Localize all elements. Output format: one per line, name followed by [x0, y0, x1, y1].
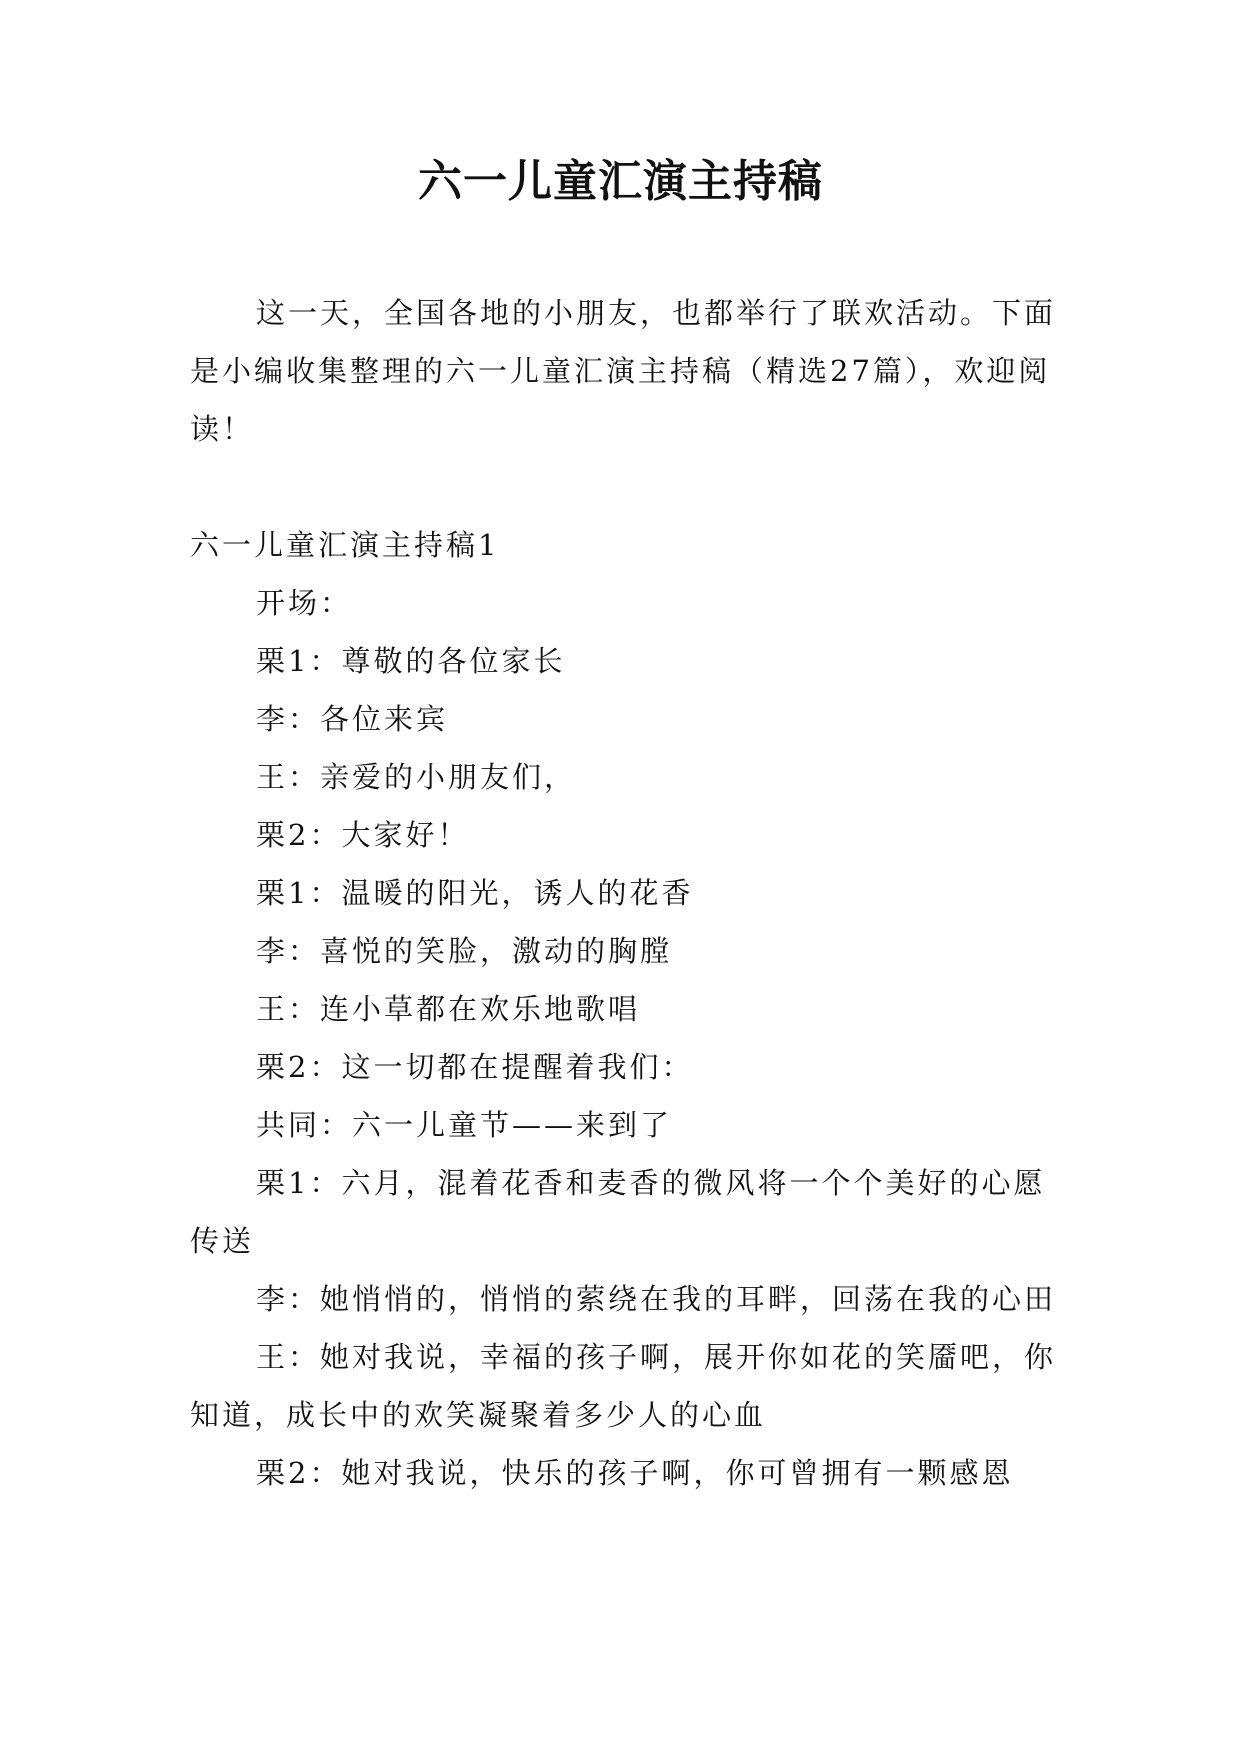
script-line: 栗2：大家好！	[256, 818, 470, 852]
script-line: 栗1：尊敬的各位家长	[256, 644, 566, 678]
document-body	[190, 284, 1060, 1502]
script-line: 栗1：六月，混着花香和麦香的微风将一个个美好的心愿传送	[190, 1166, 1046, 1258]
script-line: 共同：六一儿童节——来到了	[256, 1108, 673, 1142]
document-title: 六一儿童汇演主持稿	[418, 156, 823, 207]
script-line: 王：亲爱的小朋友们，	[256, 760, 577, 794]
script-line: 王：连小草都在欢乐地歌唱	[256, 992, 641, 1026]
script-line: 栗1：温暖的阳光，诱人的花香	[256, 876, 694, 910]
intro-paragraph: 这一天，全国各地的小朋友，也都举行了联欢活动。下面是小编收集整理的六一儿童汇演主持稿（精选27篇），欢迎阅读！	[190, 296, 1057, 446]
script-line: 栗2：她对我说，快乐的孩子啊，你可曾拥有一颗感恩	[256, 1456, 1014, 1490]
script-line: 开场：	[256, 586, 353, 620]
script-line: 李：各位来宾	[256, 702, 449, 736]
script-line: 李：喜悦的笑脸，激动的胸膛	[256, 934, 673, 968]
script-line: 王：她对我说，幸福的孩子啊，展开你如花的笑靥吧，你知道，成长中的欢笑凝聚着多少人的心血	[190, 1340, 1057, 1432]
script-line: 李：她悄悄的，悄悄的萦绕在我的耳畔，回荡在我的心田	[256, 1282, 1057, 1316]
script-line: 栗2：这一切都在提醒着我们：	[256, 1050, 694, 1084]
section-title: 六一儿童汇演主持稿1	[190, 528, 500, 562]
